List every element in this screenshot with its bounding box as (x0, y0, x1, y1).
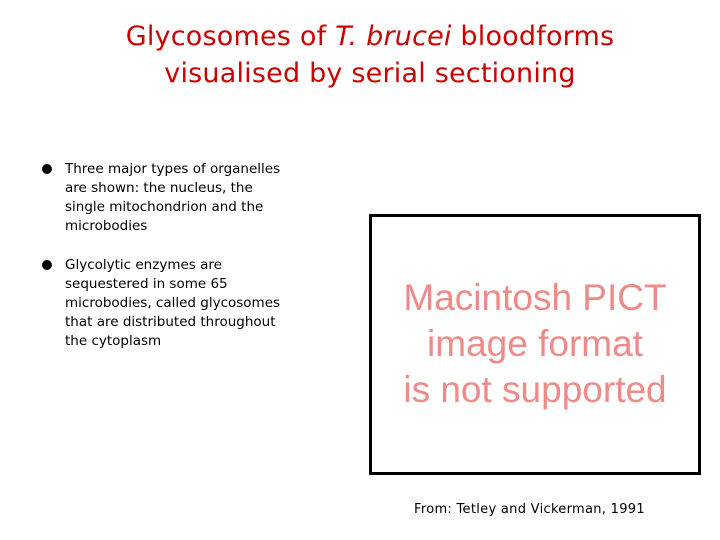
slide-title (60, 18, 680, 92)
bullet-dot-icon (42, 260, 52, 270)
bullet-list (40, 160, 330, 371)
unsupported-image-message (372, 275, 698, 413)
bullet-line: the cytoplasm (65, 333, 162, 349)
bullet-line: that are distributed throughout (65, 314, 276, 330)
bullet-line: are shown: the nucleus, the (65, 180, 253, 196)
bullet-text (65, 160, 330, 236)
slide-title-line-2: visualised by serial sectioning (164, 58, 576, 89)
bullet-line: microbodies, called glycosomes (65, 295, 281, 311)
bullet-line: single mitochondrion and the (65, 199, 264, 215)
unsupported-image-line: image format (427, 323, 643, 364)
image-placeholder-frame (369, 214, 701, 475)
bullet-item (40, 160, 330, 236)
bullet-dot-icon (42, 164, 52, 174)
source-citation: From: Tetley and Vickerman, 1991 (414, 502, 645, 517)
bullet-line: microbodies (65, 218, 148, 234)
bullet-line: Glycolytic enzymes are (65, 257, 222, 273)
slide-title-line-1 (60, 18, 680, 55)
bullet-line: sequestered in some 65 (65, 276, 228, 292)
title-italic-species: T. brucei (335, 21, 452, 52)
bullet-item (40, 256, 330, 351)
title-suffix: bloodforms (451, 21, 615, 52)
bullet-text (65, 256, 330, 351)
bullet-line: Three major types of organelles (65, 161, 281, 177)
unsupported-image-line: Macintosh PICT (403, 277, 667, 318)
unsupported-image-line: is not supported (403, 369, 667, 410)
title-prefix: Glycosomes of (125, 21, 336, 52)
